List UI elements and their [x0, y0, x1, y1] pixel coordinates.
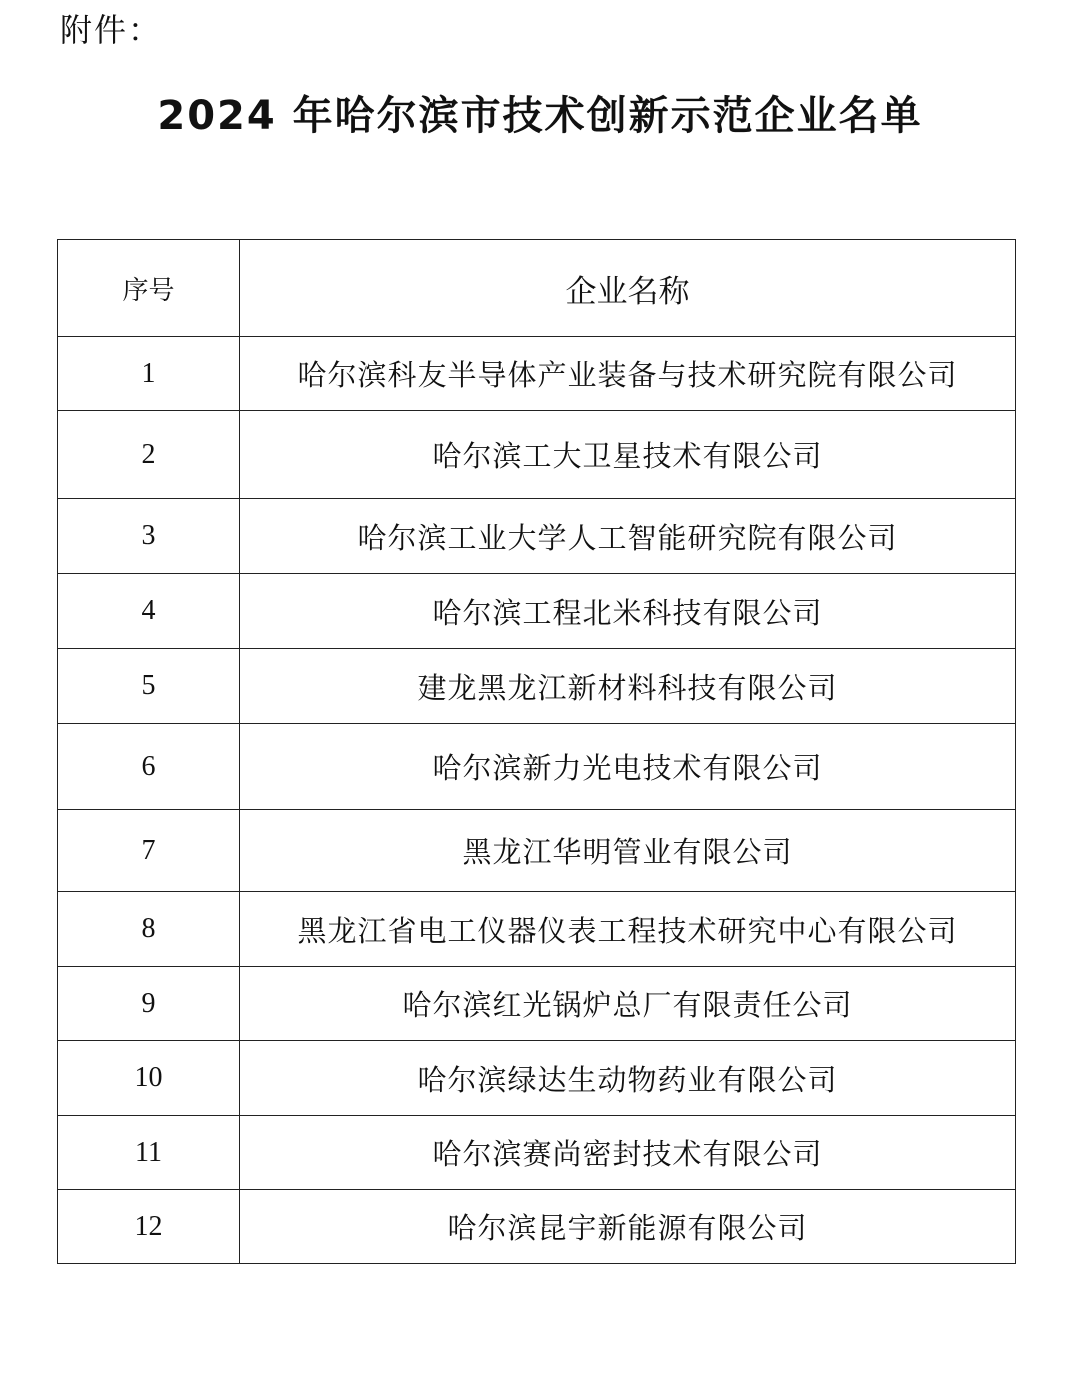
row-company-name: 哈尔滨工业大学人工智能研究院有限公司: [240, 499, 1016, 574]
row-index: 9: [58, 967, 240, 1041]
table-header-row: [58, 240, 1016, 337]
row-company-name: 哈尔滨科友半导体产业装备与技术研究院有限公司: [240, 337, 1016, 411]
row-index: 4: [58, 574, 240, 649]
row-index: 12: [58, 1190, 240, 1264]
company-list-table: [57, 239, 1016, 1264]
row-index: 7: [58, 810, 240, 892]
row-index: 11: [58, 1116, 240, 1190]
row-index: 6: [58, 724, 240, 810]
row-index: 2: [58, 411, 240, 499]
row-company-name: 哈尔滨绿达生动物药业有限公司: [240, 1041, 1016, 1116]
row-company-name: 哈尔滨赛尚密封技术有限公司: [240, 1116, 1016, 1190]
row-index: 5: [58, 649, 240, 724]
table-row: [58, 1190, 1016, 1264]
table-row: [58, 574, 1016, 649]
table-row: [58, 892, 1016, 967]
row-index: 8: [58, 892, 240, 967]
row-company-name: 哈尔滨昆宇新能源有限公司: [240, 1190, 1016, 1264]
row-company-name: 哈尔滨新力光电技术有限公司: [240, 724, 1016, 810]
table-row: [58, 649, 1016, 724]
row-company-name: 黑龙江省电工仪器仪表工程技术研究中心有限公司: [240, 892, 1016, 967]
table-row: [58, 411, 1016, 499]
table-row: [58, 810, 1016, 892]
table-row: [58, 1041, 1016, 1116]
header-index: 序号: [58, 240, 240, 337]
row-index: 1: [58, 337, 240, 411]
row-company-name: 哈尔滨工程北米科技有限公司: [240, 574, 1016, 649]
table-row: [58, 724, 1016, 810]
table-row: [58, 1116, 1016, 1190]
table-row: [58, 967, 1016, 1041]
row-index: 10: [58, 1041, 240, 1116]
attachment-label: 附件：: [60, 11, 163, 49]
header-company-name: 企业名称: [240, 240, 1016, 337]
row-company-name: 建龙黑龙江新材料科技有限公司: [240, 649, 1016, 724]
table-row: [58, 337, 1016, 411]
row-company-name: 黑龙江华明管业有限公司: [240, 810, 1016, 892]
document-title: 2024 年哈尔滨市技术创新示范企业名单: [157, 93, 923, 139]
row-company-name: 哈尔滨红光锅炉总厂有限责任公司: [240, 967, 1016, 1041]
row-index: 3: [58, 499, 240, 574]
row-company-name: 哈尔滨工大卫星技术有限公司: [240, 411, 1016, 499]
table-row: [58, 499, 1016, 574]
